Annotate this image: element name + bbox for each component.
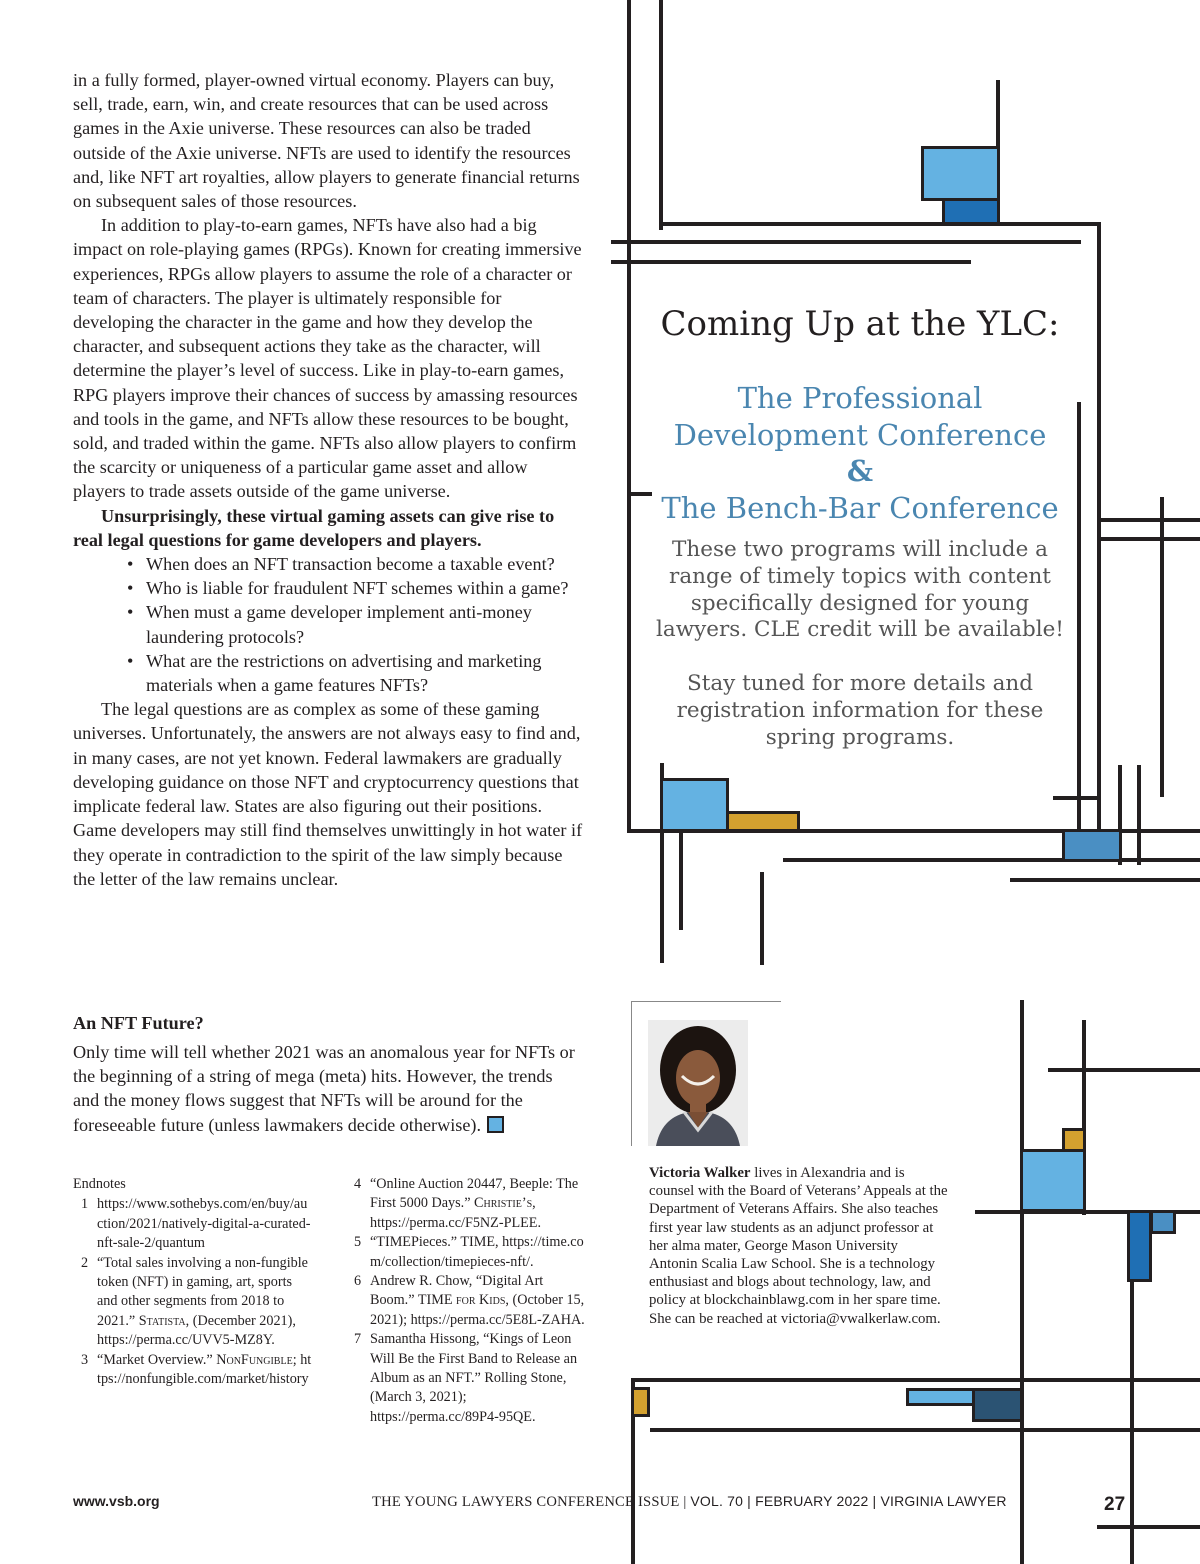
- endnote-number: 3: [81, 1351, 89, 1368]
- ylc-description: These two programs will include a range of timely topics with content specifically designed for young lawyers. CLE credit will be available!: [656, 537, 1064, 643]
- author-photo: [648, 1020, 748, 1146]
- list-item: • When must a game developer implement anti-money laundering protocols?: [73, 600, 583, 648]
- legal-questions-list: [73, 552, 583, 697]
- decor-line: [611, 260, 971, 264]
- section-text: Only time will tell whether 2021 was an anomalous year for NFTs or the beginning of a string of mega (meta) hits. However, the trends and the money flows suggest that NFTs will be around for the foreseeable future (unless lawmakers decide otherwise).: [73, 1042, 575, 1135]
- author-portrait: [648, 1020, 748, 1146]
- conference-professional-development: The Professional Development Conference: [673, 381, 1047, 452]
- bio-rule: [631, 1001, 632, 1146]
- decor-line: [611, 240, 1081, 244]
- decor-block-light-blue: [660, 778, 729, 832]
- endnotes-left: [73, 1175, 313, 1389]
- decor-block-blue: [942, 198, 1000, 225]
- decor-line: [1097, 518, 1200, 522]
- decor-line: [1020, 1000, 1024, 1564]
- decor-line: [1097, 537, 1200, 541]
- decor-line: [679, 830, 683, 930]
- list-item: • When does an NFT transaction become a taxable event?: [73, 552, 583, 576]
- decor-line: [1160, 497, 1164, 797]
- endnote-text: Samantha Hissong, “Kings of Leon Will Be the First Band to Release an Album as an NFT.” Rolling Stone, (March 3, 2021); https://perma.cc/89P4-95QE.: [370, 1331, 578, 1425]
- decor-line: [631, 1378, 1200, 1382]
- endnote-text: , https://perma.cc/F5NZ-PLEE.: [370, 1195, 542, 1231]
- endnote-number: 1: [81, 1196, 89, 1213]
- footer-issue-details: VOL. 70 | FEBRUARY 2022 | VIRGINIA LAWYER: [690, 1493, 1007, 1509]
- article-body: [73, 68, 583, 891]
- author-bio-text: lives in Alexandria and is counsel with the Board of Veterans’ Appeals at the Department of Veterans Affairs. She also teaches first year law students as an adjunct professor at her alma mater, George Mason University Antonin Scalia Law School. She is a technology enthusiast and blogs about technology, law, and policy at blockchainblawg.com in her spare time. She can be reached at victoria@vwalkerlaw.com.: [649, 1165, 948, 1327]
- endnotes-right: [346, 1175, 588, 1427]
- article-paragraph: in a fully formed, player-owned virtual economy. Players can buy, sell, trade, earn, win, and create resources that can be used across games in the Axie universe. These resources can also be traded outside of the Axie universe. NFTs are used to identify the resources and, like NFT art royalties, allow players to generate financial returns on subsequent sales of those resources.: [73, 70, 580, 212]
- decor-block-blue: [1062, 829, 1122, 862]
- end-mark-icon: [487, 1116, 504, 1133]
- bio-rule: [631, 1001, 781, 1002]
- decor-line: [1053, 796, 1100, 800]
- list-item: • Who is liable for fraudulent NFT schemes within a game?: [73, 576, 583, 600]
- page-number: 27: [1104, 1494, 1126, 1515]
- conference-bench-bar: The Bench-Bar Conference: [661, 490, 1059, 525]
- footer-url: www.vsb.org: [73, 1493, 160, 1509]
- endnote: [73, 1351, 313, 1390]
- ylc-stay-tuned: Stay tuned for more details and registration information for these spring programs.: [676, 671, 1044, 750]
- ampersand: &: [846, 454, 874, 488]
- endnote-text: https://www.sothebys.com/en/buy/auction/2021/natively-digital-a-curated-nft-sale-2/quantum: [97, 1196, 311, 1252]
- endnote-number: 4: [354, 1176, 362, 1192]
- decor-block-gold: [631, 1387, 650, 1417]
- endnote-text: “Total sales involving a non-fungible token (NFT) in gaming, art, sports and other segments from 2018 to 2021.”: [97, 1254, 308, 1329]
- endnote-source: Christie’s: [474, 1195, 533, 1212]
- decor-block-blue: [1150, 1210, 1176, 1234]
- endnote: [73, 1195, 313, 1253]
- endnote: [73, 1254, 313, 1351]
- endnote-number: 6: [354, 1273, 362, 1290]
- endnote: [346, 1330, 588, 1427]
- section-heading: An NFT Future?: [73, 1013, 204, 1033]
- endnote-text: ; https://nonfungible.com/market/history: [97, 1351, 312, 1388]
- endnote: [346, 1233, 588, 1272]
- endnote-text: Andrew R. Chow, “Digital Art Boom.” TIME: [370, 1273, 544, 1309]
- endnote-number: 7: [354, 1331, 362, 1348]
- decor-line: [660, 222, 1101, 226]
- decor-line: [627, 0, 631, 833]
- endnote-source: for Kids: [456, 1292, 506, 1309]
- ylc-title: Coming Up at the YLC:: [660, 304, 1060, 344]
- endnote: [346, 1175, 588, 1233]
- author-bio: [649, 1164, 949, 1328]
- decor-block-blue: [1127, 1210, 1152, 1282]
- decor-line: [783, 858, 1200, 862]
- decor-block-navy: [972, 1388, 1023, 1422]
- ylc-body: [632, 537, 1088, 752]
- decor-block-light-blue: [1020, 1149, 1086, 1212]
- endnote-text: , (December 2021), https://perma.cc/UVV5-MZ8Y.: [97, 1312, 296, 1349]
- article-paragraph: The legal questions are as complex as some of these gaming universes. Unfortunately, the answers are not always easy to find and, in many cases, are not yet known. Federal lawmakers are gradually developing guidance on those NFT and cryptocurrency questions that implicate federal law. States are also figuring out their positions. Game developers may still find themselves unwittingly in hot water if they operate in contradiction to the spirit of the law simply because the letter of the law remains unclear.: [73, 699, 583, 889]
- endnote-text: “Market Overview.”: [97, 1351, 217, 1368]
- endnote-number: 5: [354, 1234, 362, 1251]
- footer-issue: [372, 1493, 1007, 1511]
- endnote-text: “Online Auction 20447, Beeple: The First 5000 Days.”: [370, 1176, 579, 1212]
- decor-line: [760, 872, 764, 965]
- article-paragraph: In addition to play-to-earn games, NFTs have also had a big impact on role-playing games (RPGs). Known for creating immersive experiences, RPGs allow players to assume the role of a character or team of characters. The player is ultimately responsible for developing the character in the game and how they develop the character, and subsequent actions they take as the character, will determine the player’s level of success. Like in play-to-earn games, RPG players improve their chances of success by amassing resources and tools in the game, and NFTs allow these resources to be bought, sold, and traded within the game. NFTs also allow players to confirm the scarcity or uniqueness of a particular game asset and allow players to trade assets outside of the game universe.: [73, 215, 582, 502]
- decor-line: [659, 0, 663, 230]
- decor-line: [1010, 878, 1200, 882]
- endnote-source: NonFungible: [216, 1351, 293, 1368]
- decor-block-light-blue: [906, 1388, 976, 1406]
- decor-line: [1097, 222, 1101, 832]
- decor-block-gold: [726, 811, 800, 832]
- author-name: Victoria Walker: [649, 1165, 751, 1181]
- article-paragraph-bold: Unsurprisingly, these virtual gaming assets can give rise to real legal questions for game developers and players.: [73, 505, 555, 550]
- endnotes-heading: Endnotes: [73, 1176, 126, 1192]
- decor-block-light-blue: [921, 146, 1000, 201]
- section-paragraph: [73, 1040, 583, 1137]
- list-item: • What are the restrictions on advertising and marketing materials when a game features NFTs?: [73, 649, 583, 697]
- endnote-number: 2: [81, 1254, 89, 1271]
- decor-line: [1097, 1525, 1200, 1529]
- footer-issue-title: THE YOUNG LAWYERS CONFERENCE ISSUE |: [372, 1494, 691, 1510]
- endnote: [346, 1272, 588, 1330]
- endnote-source: Statista: [138, 1312, 186, 1329]
- decor-line: [1137, 765, 1141, 865]
- endnote-text: “TIMEPieces.” TIME, https://time.com/collection/timepieces-nft/.: [370, 1234, 584, 1270]
- endnote-text: , (October 15, 2021); https://perma.cc/5E8L-ZAHA.: [370, 1292, 585, 1328]
- decor-line: [650, 1428, 1200, 1432]
- conference-names: [632, 380, 1088, 526]
- decor-line: [1048, 1068, 1200, 1072]
